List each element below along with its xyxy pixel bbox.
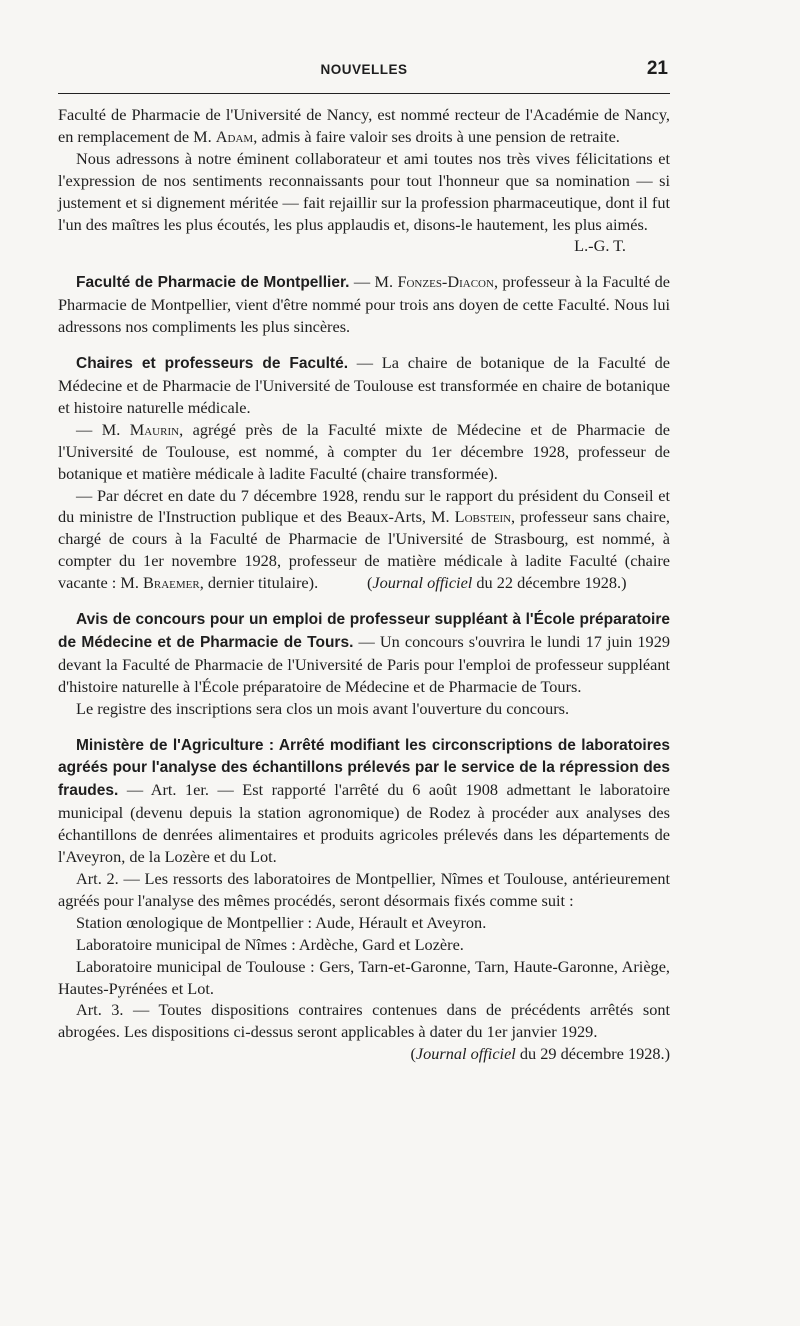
paragraph-nimes: Laboratoire municipal de Nîmes : Ardèche, Gard et Lozère. (76, 934, 464, 954)
person-name: Adam (215, 126, 254, 146)
person-name: Lobstein (454, 507, 512, 527)
signature: L.-G. T. (574, 236, 626, 256)
paragraph-montpellier: Faculté de Pharmacie de Montpellier. — M. Fonzes-Diacon, professeur à la Faculté de Pharmacie de Montpellier, vient d'être nommé pour trois ans doyen de cette Faculté. Nous lui adressons nos compliments les plus sincères. (58, 272, 671, 337)
paragraph-maurin: — M. Maurin, agrégé près de la Faculté mixte de Médecine et de Pharmacie de l'Université de Toulouse, est nommé, à compter du 1er décembre 1928, professeur de botanique et matière médicale à ladite Faculté (chaire transformée). (58, 419, 670, 483)
header-rule (58, 93, 670, 94)
section-heading: Ministère de l'Agriculture : Arrêté modifiant les circonscriptions de laboratoires agréés pour l'analyse des échantillons prélevés par le service de la répression des fraudes. (58, 736, 670, 800)
page-header (58, 58, 670, 84)
paragraph-concours: Avis de concours pour un emploi de professeur suppléant à l'École préparatoire de Médecine et de Pharmacie de Tours. — Un concours s'ouvrira le lundi 17 juin 1929 devant la Faculté de Pharmacie de l'Université de Paris pour l'emploi de professeur suppléant d'histoire naturelle à l'École préparatoire de Médecine et de Pharmacie de Tours. (58, 611, 670, 696)
article-body (58, 104, 670, 1065)
paragraph-toulouse: Laboratoire municipal de Toulouse : Gers, Tarn-et-Garonne, Tarn, Haute-Garonne, Ariège, Hautes-Pyrénées et Lot. (58, 956, 670, 998)
paragraph-nancy: Faculté de Pharmacie de l'Université de Nancy, est nommé recteur de l'Académie de Nancy, en remplacement de M. Adam, admis à faire valoir ses droits à une pension de retraite. (58, 105, 670, 146)
person-name: Fonzes-Diacon (397, 272, 494, 292)
paragraph-art3: Art. 3. — Toutes dispositions contraires contenues dans de précédents arrêtés sont abrogées. Les dispositions ci-dessus seront applicables à dater du 1er janvier 1929. (58, 1000, 670, 1042)
paragraph-agriculture: Ministère de l'Agriculture : Arrêté modifiant les circonscriptions de laboratoires agréés pour l'analyse des échantillons prélevés par le service de la répression des fraudes. — Art. 1er. — Est rapporté l'arrêté du 6 août 1908 admettant le laboratoire municipal (devenu depuis la station agronomique) de Rodez à procéder aux analyses des échantillons de denrées alimentaires et produits agricoles prélevés dans les départements de l'Aveyron, de la Lozère et du Lot. (58, 736, 670, 867)
source-line: (Journal officiel du 29 décembre 1928.) (410, 1044, 670, 1064)
section-heading: Chaires et professeurs de Faculté. (76, 355, 349, 373)
person-name: Maurin (129, 419, 180, 439)
source-citation: Journal officiel (372, 573, 473, 593)
paragraph-tribute: Nous adressons à notre éminent collaborateur et ami toutes nos très vives félicitations et l'expression de nos sentiments reconnaissants pour tout l'honneur que sa nomination — si justement et si dignement méritée — fait rejaillir sur la profession pharmaceutique, dont il fut l'un des maîtres les plus écoutés, les plus applaudis et, disons-le hautement, les plus aimés. (58, 148, 670, 234)
source-citation: Journal officiel (415, 1044, 516, 1064)
person-name: Braemer (143, 573, 200, 593)
section-heading: Avis de concours pour un emploi de professeur suppléant à l'École préparatoire de Médecine et de Pharmacie de Tours. (58, 611, 670, 651)
page-number: 21 (646, 58, 668, 79)
paragraph-registre: Le registre des inscriptions sera clos un mois avant l'ouverture du concours. (76, 698, 570, 718)
section-heading: Faculté de Pharmacie de Montpellier. (76, 274, 350, 292)
paragraph-chaires: Chaires et professeurs de Faculté. — La chaire de botanique de la Faculté de Médecine et de Pharmacie de l'Université de Toulouse est transformée en chaire de botanique et histoire naturelle médicale. (58, 353, 671, 417)
running-title: NOUVELLES (320, 62, 408, 77)
paragraph-lobstein: — Par décret en date du 7 décembre 1928, rendu sur le rapport du président du Conseil et du ministre de l'Instruction publique et des Beaux-Arts, M. Lobstein, professeur sans chaire, chargé de cours à la Faculté de Pharmacie de l'Université de Strasbourg, est nommé, à compter du 1er novembre 1928, professeur de matière médicale à ladite Faculté (chaire vacante : M. Braemer, dernier titulaire). (Journal officiel du 22 décembre 1928.) (58, 485, 670, 593)
paragraph-montpellier-station: Station œnologique de Montpellier : Aude, Hérault et Aveyron. (76, 912, 487, 932)
paragraph-art2: Art. 2. — Les ressorts des laboratoires de Montpellier, Nîmes et Toulouse, antérieurement agréés pour l'analyse des mêmes procédés, seront désormais fixés comme suit : (58, 869, 670, 910)
